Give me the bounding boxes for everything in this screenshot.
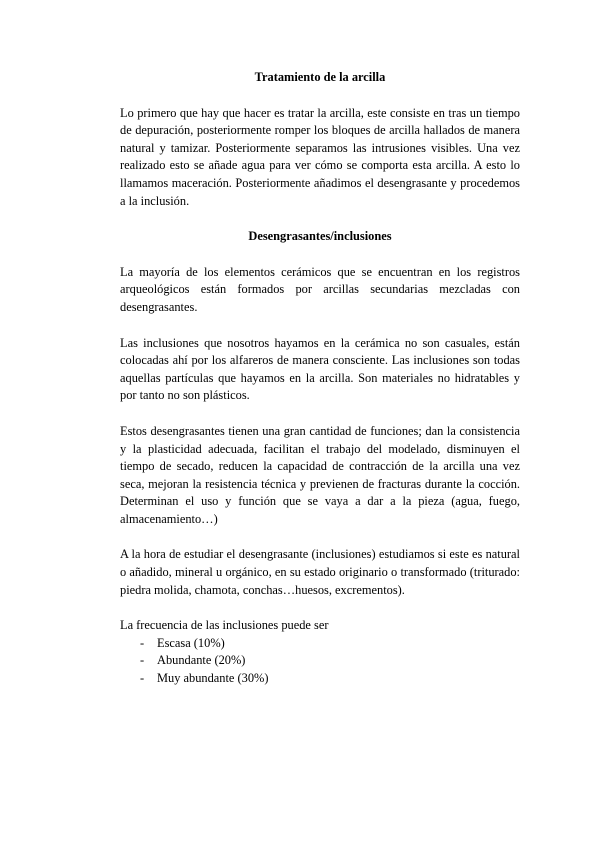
list-marker: - <box>140 671 145 686</box>
list-marker: - <box>140 635 145 650</box>
list-item <box>120 635 520 653</box>
list-item <box>120 670 520 688</box>
list-item-label: Abundante (20%) <box>157 653 246 668</box>
frequency-intro: La frecuencia de las inclusiones puede ser <box>120 618 329 633</box>
list-item <box>120 652 520 670</box>
frequency-list <box>120 635 520 688</box>
paragraph-estudio-desengrasante: A la hora de estudiar el desengrasante (inclusiones) estudiamos si este es natural o añadido, mineral u orgánico, en su estado originario o transformado (triturado: piedra molida, chamota, conchas…huesos, excrementos). <box>120 547 520 597</box>
list-item-label: Escasa (10%) <box>157 635 225 650</box>
paragraph-elementos-ceramicos: La mayoría de los elementos cerámicos que se encuentran en los registros arqueológicos están formados por arcillas secundarias mezcladas con desengrasantes. <box>120 264 520 314</box>
list-item-label: Muy abundante (30%) <box>157 671 269 686</box>
page-title: Tratamiento de la arcilla <box>254 70 386 84</box>
section-heading: Desengrasantes/inclusiones <box>248 229 392 244</box>
paragraph-inclusiones: Las inclusiones que nosotros hayamos en la cerámica no son casuales, están colocadas ahí por los alfareros de manera consciente. Las inclusiones son todas aquellas partículas que hayamos en la arcilla. Son materiales no hidratables y por tanto no son plásticos. <box>120 335 520 403</box>
paragraph-funciones: Estos desengrasantes tienen una gran cantidad de funciones; dan la consistencia y la plasticidad adecuada, facilitan el trabajo del modelado, disminuyen el tiempo de secado, reducen la capacidad de contracción de la arcilla una vez seca, mejoran la resistencia técnica y previenen de fracturas durante la cocción. Determinan el uso y función que se vaya a dar a la pieza (agua, fuego, almacenamiento…) <box>120 423 520 526</box>
list-marker: - <box>140 653 145 668</box>
intro-paragraph: Lo primero que hay que hacer es tratar la arcilla, este consiste en tras un tiempo de depuración, posteriormente romper los bloques de arcilla hallados de manera natural y tamizar. Posteriormente separamos las intrusiones visibles. Una vez realizado esto se añade agua para ver cómo se comporta esta arcilla. A esto lo llamamos maceración. Posteriormente añadimos el desengrasante y procedemos a la inclusión. <box>120 105 520 208</box>
document-body <box>120 69 520 688</box>
